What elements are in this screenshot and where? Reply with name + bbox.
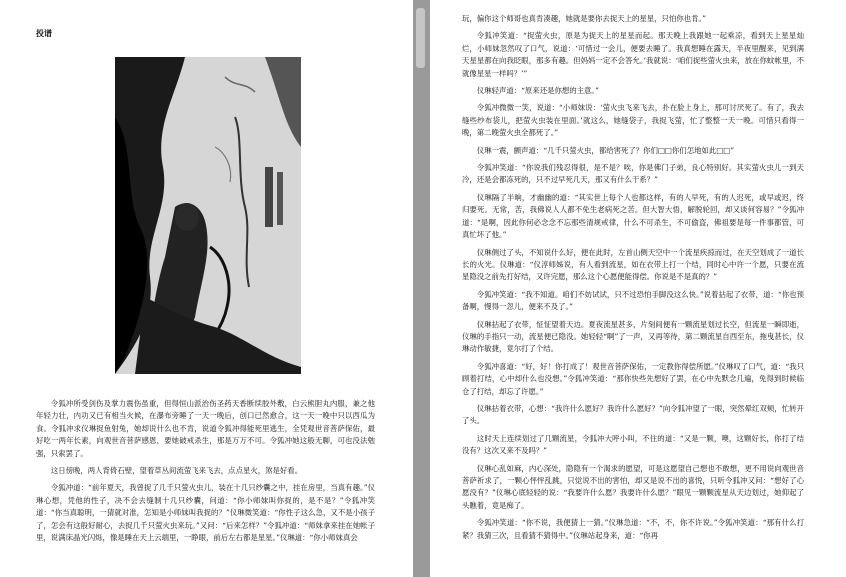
ink-painting-svg — [115, 57, 301, 374]
paragraph: 令狐冲笑道：“你不说，我便猜上一猜。”仪琳急道：“不，不，你不许说。”令狐冲笑道：“那有什么打紧？我猜三次，且看猜不猜得中。”仪琳站起身来，道：“你再 — [462, 518, 804, 540]
paragraph: 令狐冲所受剑伤及掌力震伤虽重，但得恒山派治伤圣药天香断续胶外敷，白云熊胆丸内服，兼之他年轻力壮，内功又已有相当火候，在瀑布旁睡了一天一晚后，创口已然愈合，这一天一晚中只以西瓜为食。令狐冲求仪琳捉鱼射兔，她却说什么也不肯，说道令狐冲得能死里逃生，全凭观世音菩萨保佑，最好吃一两年长素，向观世音菩萨感恩，要她破戒杀生，那是万万不可。令狐冲她这般无聊，可也没法勉强，只索罢了。 — [36, 399, 375, 458]
left-page-body — [36, 398, 375, 544]
paragraph: 这时天上连续划过了几颗流星，令狐冲大呼小叫，不住的道：“又是一颗，噢，这颗好长，你打了结没有？这次又来不及吗？” — [462, 433, 804, 456]
page-gutter — [413, 0, 430, 577]
chapter-header: 投谱 — [36, 28, 52, 38]
paragraph: 仪琳轻声道：“原来还是你想的主意。” — [476, 86, 599, 96]
paragraph: 令狐冲微微一笑，说道：“小师妹说：‘萤火虫飞来飞去，扑在脸上身上，那可讨厌死了。有了，我去缝些纱布袋儿，把萤火虫装在里面。’就这么，她缝袋子，我捉飞萤，忙了整整一天一晚。可惜只看得一晚，第二晚萤火虫全都死了。” — [462, 103, 804, 138]
paragraph: 仪琳拈着衣带，心想：“我许什么愿好？我许什么愿好？”向令狐冲望了一眼，突然晕红双颊，忙转开了头。 — [462, 403, 804, 426]
right-page — [430, 0, 846, 577]
paragraph: 仪琳一震，颤声道：“几千只萤火虫，都给害死了？你们□□你们怎地如此□□” — [476, 145, 735, 155]
paragraph: 令狐冲笑道：“你说我们残忍得很，是不是？唉，你是佛门子弟，良心特别好。其实萤火虫儿一到天冷，还是会都冻死的，只不过早死几天，那又有什么干系？” — [462, 163, 804, 185]
paragraph: 仪琳心乱如麻，内心深处，隐隐有一个渴求的愿望，可是这愿望自己想也不敢想，更不用说向观世音菩萨祈求了，一颗心怦怦乱跳，只觉说不出的害怕，却又是说不出的喜悦，只听令狐冲又问：“想好了心愿没有？”仪琳心底轻轻的说：“我要许什么愿？我要许什么愿？”眼见一颗颗流星从天边划过，她仰起了头瞧着，竟是痴了。 — [462, 463, 804, 510]
paragraph: 仪琳侧过了头，不知说什么好，便在此时，左首山侧天空中一个流星疾掠而过，在天空划成了一道长长的火光。仪琳道：“仪淳师姊说，有人看到流星，如在衣带上打一个结，同时心中许一个愿，只要在流星隐没之前先打好结，又许完愿，那么这个心愿便能得偿。你说是不是真的？” — [462, 247, 804, 282]
paragraph: 令狐冲道：“前年夏天，我曾捉了几千只萤火虫儿，装在十几只纱囊之中，挂在房里，当真有趣。”仪琳心想，凭他的性子，决不会去缝制十几只纱囊，问道：“你小师妹叫你捉的，是不是？”令狐冲笑道：“你当真聪明，一猜就对准，怎知是小师妹叫我捉的？”仪琳微笑道：“你性子这么急，又不是小孩子了，怎会有这般好耐心，去捉几千只萤火虫来玩。”又问：“后来怎样？”令狐冲道：“师妹拿来挂在她帐子里，说满床晶光闪烁，像是睡在天上云端里，一睁眼，前后左右都是星星。”仪琳道：“你小师妹真会 — [36, 483, 375, 543]
paragraph: 仪琳隔了半晌，才幽幽的道：“其实世上每个人也都这样，有的人早死，有的人迟死，或早或迟，终归要死。无常，苦，我佛说人人都不免生老病死之苦。但大智大悟，解脱轮回，却又谈何容易？”令狐冲道：“是啊，因此你何必念念不忘那些清规戒律，什么不可杀生，不可偷盗，佛祖要是每一件事都管，可真忙坏了他。” — [462, 192, 804, 240]
scrollbar-thumb[interactable] — [416, 8, 425, 68]
ink-illustration — [115, 57, 301, 374]
left-page — [0, 0, 413, 577]
paragraph: 这日傍晚，两人背倚石壁，望着草丛间流萤飞来飞去，点点星火，煞是好看。 — [50, 466, 303, 476]
paragraph: 令狐冲笑道：“我不知道。咱们不妨试试，只不过恐怕手脚没这么快。”说着拈起了衣带，道：“你也预备啊，慢得一忽儿，便来不及了。” — [462, 289, 804, 312]
paragraph: 仪琳拈起了衣带，怔怔望着天边。夏夜流星甚多，片刻间便有一颗流星划过长空，但流星一瞬即逝，仪琳的手指只一动，流星便已隐没。她轻轻“啊”了一声，又再等待，第二颗流星自西至东，拖曳甚长，仪琳动作敏捷，竟尔打了个结。 — [462, 319, 804, 354]
paragraph: 玩，偏你这个师哥也真肯凑趣，她就是要你去捉天上的星星，只怕你也肯。” — [462, 14, 706, 23]
paragraph: 令狐冲笑道：“捉萤火虫，原是为捉天上的星星而起。那天晚上我跟她一起乘凉，看到天上星星灿烂，小师妹忽然叹了口气，说道：‘可惜过一会儿，便要去睡了。我真想睡在露天，半夜里醒来，见到满天星星都在向我眨眼，那多有趣。但妈妈一定不会答允。’我就说：‘咱们捉些萤火虫来，放在你蚊帐里，不就像星星一样吗？’” — [462, 31, 804, 78]
paragraph: 令狐冲喜道：“好，好！你打成了！观世音菩萨保佑，一定教你得偿所愿。”仪琳叹了口气，道：“我只顾着打结，心中却什么也没想。”令狐冲笑道：“那你快些先想好了罢，在心中先默念几遍，免得到时候临仓了打结，却忘了许愿。” — [462, 361, 804, 396]
